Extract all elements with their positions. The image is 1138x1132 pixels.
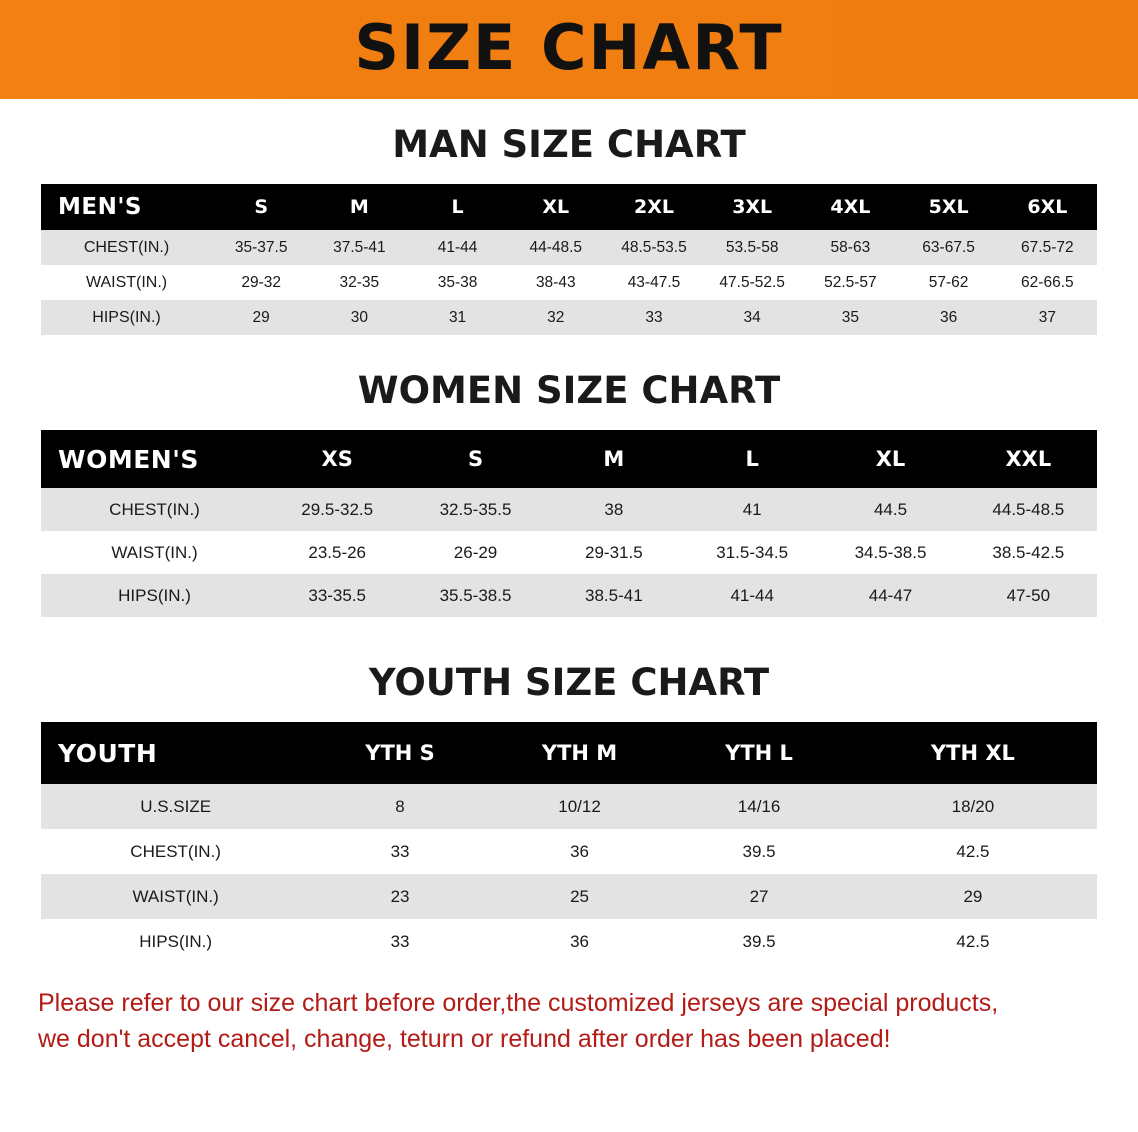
women-row-label-2: HIPS(IN.) xyxy=(41,574,268,617)
women-cell-0-3: 41 xyxy=(683,488,821,531)
man-col-header-2: M xyxy=(310,184,408,230)
man-col-header-8: 5XL xyxy=(899,184,997,230)
women-table-head xyxy=(41,430,1097,488)
table-row xyxy=(41,230,1097,265)
table-row xyxy=(41,531,1097,574)
women-size-table xyxy=(41,430,1097,617)
man-cell-1-5: 47.5-52.5 xyxy=(703,265,801,300)
women-cell-2-5: 47-50 xyxy=(960,574,1097,617)
man-col-header-1: S xyxy=(212,184,310,230)
table-row xyxy=(41,265,1097,300)
man-cell-0-6: 58-63 xyxy=(801,230,899,265)
man-col-header-6: 3XL xyxy=(703,184,801,230)
youth-table-body xyxy=(41,784,1097,964)
man-cell-2-6: 35 xyxy=(801,300,899,335)
women-cell-2-3: 41-44 xyxy=(683,574,821,617)
man-cell-1-1: 32-35 xyxy=(310,265,408,300)
man-col-header-9: 6XL xyxy=(998,184,1097,230)
youth-cell-0-2: 14/16 xyxy=(669,784,849,829)
youth-row-label-3: HIPS(IN.) xyxy=(41,919,310,964)
man-cell-1-6: 52.5-57 xyxy=(801,265,899,300)
youth-row-label-0: U.S.SIZE xyxy=(41,784,310,829)
table-row xyxy=(41,300,1097,335)
man-cell-0-1: 37.5-41 xyxy=(310,230,408,265)
man-table-body xyxy=(41,230,1097,335)
table-row xyxy=(41,874,1097,919)
women-col-header-5: XL xyxy=(821,430,959,488)
youth-col-header-2: YTH M xyxy=(490,722,670,784)
man-cell-2-2: 31 xyxy=(408,300,506,335)
women-cell-1-5: 38.5-42.5 xyxy=(960,531,1097,574)
women-table-wrap xyxy=(0,430,1138,617)
youth-cell-0-1: 10/12 xyxy=(490,784,670,829)
youth-cell-1-0: 33 xyxy=(310,829,490,874)
women-cell-0-1: 32.5-35.5 xyxy=(406,488,544,531)
youth-cell-3-2: 39.5 xyxy=(669,919,849,964)
women-col-header-3: M xyxy=(545,430,683,488)
table-header-row xyxy=(41,184,1097,230)
man-col-header-0: MEN'S xyxy=(41,184,212,230)
youth-cell-3-1: 36 xyxy=(490,919,670,964)
man-cell-1-2: 35-38 xyxy=(408,265,506,300)
women-section-heading: WOMEN SIZE CHART xyxy=(357,369,781,412)
youth-row-label-1: CHEST(IN.) xyxy=(41,829,310,874)
women-cell-1-2: 29-31.5 xyxy=(545,531,683,574)
man-cell-0-7: 63-67.5 xyxy=(899,230,997,265)
youth-size-table xyxy=(41,722,1097,964)
women-cell-2-2: 38.5-41 xyxy=(545,574,683,617)
women-cell-1-3: 31.5-34.5 xyxy=(683,531,821,574)
man-row-label-0: CHEST(IN.) xyxy=(41,230,212,265)
man-col-header-4: XL xyxy=(507,184,605,230)
women-cell-2-4: 44-47 xyxy=(821,574,959,617)
youth-table-wrap xyxy=(0,722,1138,964)
man-cell-2-0: 29 xyxy=(212,300,310,335)
man-table-head xyxy=(41,184,1097,230)
women-col-header-0: WOMEN'S xyxy=(41,430,268,488)
man-cell-1-4: 43-47.5 xyxy=(605,265,703,300)
table-row xyxy=(41,829,1097,874)
youth-col-header-3: YTH L xyxy=(669,722,849,784)
youth-cell-2-3: 29 xyxy=(849,874,1097,919)
man-col-header-5: 2XL xyxy=(605,184,703,230)
banner xyxy=(0,0,1138,99)
women-cell-1-0: 23.5-26 xyxy=(268,531,406,574)
man-section-heading: MAN SIZE CHART xyxy=(392,123,746,166)
man-cell-0-3: 44-48.5 xyxy=(507,230,605,265)
youth-table-head xyxy=(41,722,1097,784)
man-cell-1-3: 38-43 xyxy=(507,265,605,300)
man-cell-2-4: 33 xyxy=(605,300,703,335)
youth-col-header-1: YTH S xyxy=(310,722,490,784)
women-col-header-1: XS xyxy=(268,430,406,488)
youth-cell-1-3: 42.5 xyxy=(849,829,1097,874)
youth-cell-2-0: 23 xyxy=(310,874,490,919)
man-row-label-1: WAIST(IN.) xyxy=(41,265,212,300)
man-col-header-7: 4XL xyxy=(801,184,899,230)
man-cell-1-0: 29-32 xyxy=(212,265,310,300)
man-cell-0-2: 41-44 xyxy=(408,230,506,265)
man-cell-2-8: 37 xyxy=(998,300,1097,335)
women-cell-0-5: 44.5-48.5 xyxy=(960,488,1097,531)
man-cell-0-8: 67.5-72 xyxy=(998,230,1097,265)
women-cell-0-0: 29.5-32.5 xyxy=(268,488,406,531)
women-cell-0-4: 44.5 xyxy=(821,488,959,531)
policy-note-line-2: we don't accept cancel, change, teturn or refund after order has been placed! xyxy=(38,1024,891,1053)
women-row-label-1: WAIST(IN.) xyxy=(41,531,268,574)
man-cell-0-0: 35-37.5 xyxy=(212,230,310,265)
table-row xyxy=(41,574,1097,617)
man-cell-0-4: 48.5-53.5 xyxy=(605,230,703,265)
women-cell-1-4: 34.5-38.5 xyxy=(821,531,959,574)
women-col-header-2: S xyxy=(406,430,544,488)
women-cell-2-1: 35.5-38.5 xyxy=(406,574,544,617)
man-cell-2-1: 30 xyxy=(310,300,408,335)
women-row-label-0: CHEST(IN.) xyxy=(41,488,268,531)
policy-note-line-1: Please refer to our size chart before order,the customized jerseys are special products, xyxy=(38,989,999,1017)
table-header-row xyxy=(41,430,1097,488)
man-cell-2-5: 34 xyxy=(703,300,801,335)
women-col-header-4: L xyxy=(683,430,821,488)
women-cell-1-1: 26-29 xyxy=(406,531,544,574)
man-cell-2-3: 32 xyxy=(507,300,605,335)
youth-col-header-4: YTH XL xyxy=(849,722,1097,784)
table-row xyxy=(41,488,1097,531)
youth-col-header-0: YOUTH xyxy=(41,722,310,784)
women-col-header-6: XXL xyxy=(960,430,1097,488)
man-cell-2-7: 36 xyxy=(899,300,997,335)
youth-cell-0-3: 18/20 xyxy=(849,784,1097,829)
women-cell-0-2: 38 xyxy=(545,488,683,531)
women-table-body xyxy=(41,488,1097,617)
youth-row-label-2: WAIST(IN.) xyxy=(41,874,310,919)
youth-cell-3-3: 42.5 xyxy=(849,919,1097,964)
policy-note xyxy=(38,986,1100,1057)
banner-title: SIZE CHART xyxy=(354,10,784,84)
table-row xyxy=(41,784,1097,829)
youth-cell-2-2: 27 xyxy=(669,874,849,919)
man-cell-1-8: 62-66.5 xyxy=(998,265,1097,300)
man-cell-1-7: 57-62 xyxy=(899,265,997,300)
table-row xyxy=(41,919,1097,964)
man-size-table xyxy=(41,184,1097,335)
man-table-wrap xyxy=(0,184,1138,335)
table-header-row xyxy=(41,722,1097,784)
youth-cell-2-1: 25 xyxy=(490,874,670,919)
women-cell-2-0: 33-35.5 xyxy=(268,574,406,617)
youth-cell-0-0: 8 xyxy=(310,784,490,829)
youth-section-heading: YOUTH SIZE CHART xyxy=(368,661,770,704)
man-row-label-2: HIPS(IN.) xyxy=(41,300,212,335)
youth-cell-1-1: 36 xyxy=(490,829,670,874)
youth-cell-1-2: 39.5 xyxy=(669,829,849,874)
man-col-header-3: L xyxy=(408,184,506,230)
youth-cell-3-0: 33 xyxy=(310,919,490,964)
man-cell-0-5: 53.5-58 xyxy=(703,230,801,265)
